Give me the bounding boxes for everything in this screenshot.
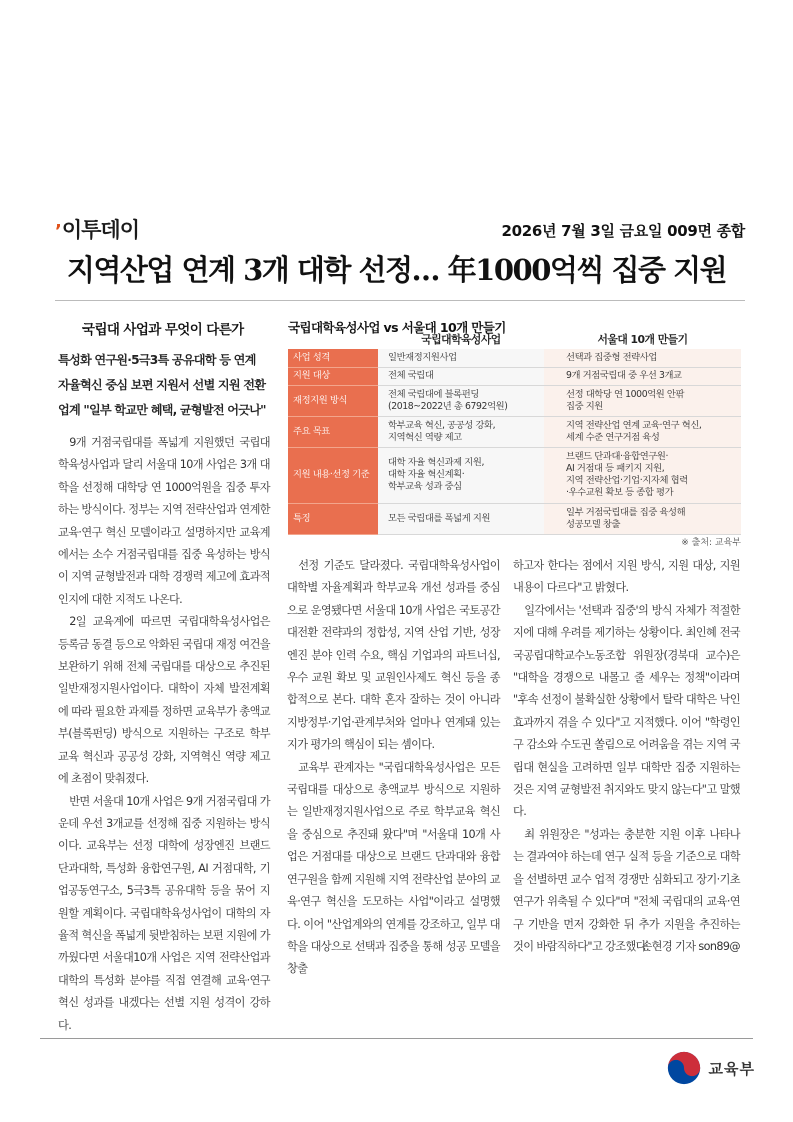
table-cell-b: 지역 전략산업 연계 교육·연구 혁신, 세계 수준 연구거점 육성 [544,416,741,447]
headline-rule [55,300,745,301]
table-cell-a: 전체 국립대 [378,367,544,385]
article-paragraph: 2일 교육계에 따르면 국립대학육성사업은 등록금 동결 등으로 악화된 국립대 재정 여건을 보완하기 위해 전체 국립대를 대상으로 추진된 일반재정지원사업이다. 대학이 자체 발전계획에 따라 필요한 과제를 정하면 교육부가 총액교부(블록펀딩) 방식으로 지원하는 구조로 학부교육 혁신과 공공성 강화, 지역혁신 역량 제고에 초점이 맞춰졌다. [58,615,270,786]
table-cell-a: 일반재정지원사업 [378,349,544,367]
table-row [288,367,741,385]
deck-line: 업계 "일부 학교만 혜택, 균형발전 어긋나" [58,403,266,417]
table-row-label: 지원 내용·선정 기준 [288,447,378,503]
table-header-b: 서울대 10개 만들기 [597,333,688,346]
deck-line: 자율혁신 중심 보편 지원서 선별 지원 전환 [58,378,266,392]
comparison-table [288,331,741,535]
article-column-1 [58,432,270,1037]
logo-mark: ʼ [55,221,61,242]
footer [667,1051,755,1085]
logo-text: 이투데이 [61,218,139,242]
table-cell-a: 모든 국립대를 폭넓게 지원 [378,503,544,534]
footer-rule [40,1038,753,1039]
table-source: ※ 출처: 교육부 [681,538,741,548]
masthead [55,214,745,244]
article-column-2 [287,555,500,981]
table-row [288,503,741,534]
table-row [288,416,741,447]
article-column-3 [513,555,740,958]
article-paragraph: 교육부 관계자는 "국립대학육성사업은 모든 국립대를 대상으로 총액교부 방식으로 지원하는 일반재정지원사업으로 주로 학부교육 혁신을 중심으로 추진돼 왔다"며 "서울대 10개 사업은 거점대를 대상으로 브랜드 단과대와 융합연구원을 함께 지원해 지역 전략산업 분야의 교육·연구 혁신을 도모하는 사업"이라고 설명했다. 이어 "산업계와의 연계를 강조하고, 일부 대학을 대상으로 선택과 집중을 통해 성공 모델을 창출 [287,760,500,976]
ministry-name: 교육부 [708,1059,755,1078]
article-paragraph: 9개 거점국립대를 폭넓게 지원했던 국립대학육성사업과 달리 서울대 10개 사업은 3개 대학을 선정해 대학당 연 1000억원을 집중 투자하는 방식이다. 정부는 지역 전략산업과 연계한 교육·연구 혁신 모델이라고 설명하지만 교육계에서는 소수 거점국립대를 집중 육성하는 방식이 지역 균형발전과 대학 경쟁력 제고에 효과적인지에 대한 지적도 나온다. [58,436,270,606]
table-cell-b: 9개 거점국립대 중 우선 3개교 [544,367,741,385]
table-cell-a: 대학 자율 혁신과제 지원, 대학 자율 혁신계획· 학부교육 성과 중심 [378,447,544,503]
article-paragraph: 선정 기준도 달라졌다. 국립대학육성사업이 대학별 자율계획과 학부교육 개선 성과를 중심으로 운영됐다면 서울대 10개 사업은 국토공간 대전환 전략과의 정합성, 지역 산업 기반, 성장엔진 분야 인력 수요, 핵심 기업과의 파트너십, 우수 교원 확보 및 교원인사제도 혁신 등을 종합적으로 본다. 대학 혼자 잘하는 것이 아니라 지방정부·기업·관계부처와 얼마나 연계돼 있는지가 평가의 핵심이 되는 셈이다. [287,559,500,752]
article-subhead: 국립대 사업과 무엇이 다른가 [82,322,244,338]
article-paragraph: 반면 서울대 10개 사업은 9개 거점국립대 가운데 우선 3개교를 선정해 집중 지원하는 방식이다. 교육부는 선정 대학에 성장엔진 브랜드 단과대학, 특성화 융합연구원, AI 거점대학, 기업공동연구소, 5극3특 공유대학 등을 묶어 지원할 계획이다. 국립대학육성사업이 대학의 자율적 혁신을 폭넓게 뒷받침하는 보편 지원에 가까웠다면 서울대10개 사업은 지역 전략산업과 대학의 특성화 분야를 직접 연결해 교육·연구 혁신 성과를 내겠다는 선별 지원 성격이 강하다. [58,794,270,1032]
table-row [288,447,741,503]
table-row-label: 지원 대상 [288,367,378,385]
table-row-label: 사업 성격 [288,349,378,367]
comparison-table-body [288,349,741,534]
publication-logo [55,214,139,244]
table-row-label: 특징 [288,503,378,534]
taegeuk-emblem-icon [667,1051,701,1085]
table-cell-a: 학부교육 혁신, 공공성 강화, 지역혁신 역량 제고 [378,416,544,447]
table-cell-b: 선정 대학당 연 1000억원 안팎 집중 지원 [544,385,741,416]
article-headline: 지역산업 연계 3개 대학 선정… 年1000억씩 집중 지원 [66,253,727,287]
table-cell-b: 일부 거점국립대를 집중 육성해 성공모델 창출 [544,503,741,534]
table-cell-b: 브랜드 단과대·융합연구원· AI 거점대 등 패키지 지원, 지역 전략산업·기업·지자체 협력 ·우수교원 확보 등 종합 평가 [544,447,741,503]
table-row [288,349,741,367]
comparison-table-title: 국립대학육성사업 vs 서울대 10개 만들기 [288,320,506,335]
table-corner [288,331,378,349]
table-cell-a: 전체 국립대에 블록펀딩 (2018~2022년 총 6792억원) [378,385,544,416]
deck-line: 특성화 연구원·5극3특 공유대학 등 연계 [58,353,256,367]
table-row [288,385,741,416]
publication-info: 2026년 7월 3일 금요일 009면 종합 [501,222,745,240]
table-cell-b: 선택과 집중형 전략사업 [544,349,741,367]
article-byline: 손현경 기자 son89@ [641,939,740,953]
article-paragraph: 하고자 한다는 점에서 지원 방식, 지원 대상, 지원 내용이 다르다"고 밝혔다. [513,559,740,595]
table-row-label: 주요 목표 [288,416,378,447]
article-paragraph: 최 위원장은 "성과는 충분한 지원 이후 나타나는 결과여야 하는데 연구 실적 등을 기준으로 대학을 선별하면 교수 업적 경쟁만 심화되고 장기·기초연구가 위축될 수 있다"며 "전체 국립대의 교육·연구 기반을 먼저 강화한 뒤 추가 지원을 추진하는 것이 바람직하다"고 강조했다. [513,827,740,953]
article-paragraph: 일각에서는 '선택과 집중'의 방식 자체가 적절한지에 대해 우려를 제기하는 상황이다. 최인혜 전국국공립대학교수노동조합 위원장(경북대 교수)은 "대학을 경쟁으로 내몰고 줄 세우는 정책"이라며 "후속 선정이 불확실한 상황에서 탈락 대학은 낙인효과까지 겪을 수 있다"고 지적했다. 이어 "학령인구 감소와 수도권 쏠림으로 어려움을 겪는 지역 국립대 현실을 고려하면 일부 대학만 집중 지원하는 것은 지역 균형발전 취지와도 맞지 않는다"고 말했다. [513,603,740,819]
table-header-a: 국립대학육성사업 [421,333,501,346]
article-deck [58,348,273,423]
table-row-label: 재정지원 방식 [288,385,378,416]
